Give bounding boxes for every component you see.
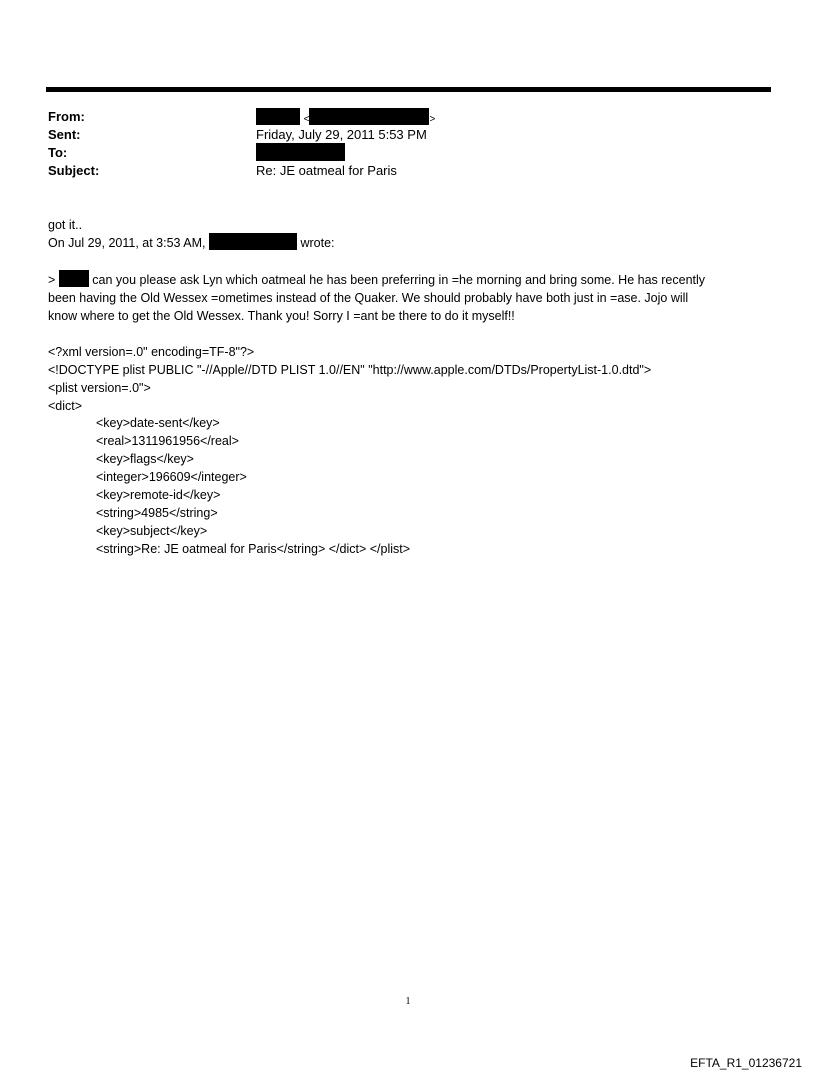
plist-line: <key>date-sent</key> xyxy=(96,416,220,430)
quote-intro-suffix: wrote: xyxy=(300,236,335,250)
sent-label: Sent: xyxy=(48,127,81,142)
quote-intro xyxy=(48,233,768,252)
quote-line: know where to get the Old Wessex. Thank you! Sorry I =ant be there to do it myself!! xyxy=(48,309,515,323)
from-label: From: xyxy=(48,109,85,124)
plist-line: <dict> xyxy=(48,399,83,413)
quoted-message xyxy=(48,270,760,325)
reply-text: got it.. xyxy=(48,218,83,232)
redaction-block xyxy=(256,143,345,161)
quote-intro-prefix: On Jul 29, 2011, at 3:53 AM, xyxy=(48,236,206,250)
subject-value: Re: JE oatmeal for Paris xyxy=(256,163,397,178)
plist-line: <plist version=.0"> xyxy=(48,381,151,395)
subject-label: Subject: xyxy=(48,163,100,178)
quote-line: been having the Old Wessex =ometimes instead of the Quaker. We should probably have both just in =ase. Jojo will xyxy=(48,291,689,305)
plist-line: <key>flags</key> xyxy=(96,452,194,466)
bates-number: EFTA_R1_01236721 xyxy=(690,1056,802,1070)
quote-line xyxy=(48,270,760,289)
plist-line: <real>1311961956</real> xyxy=(96,434,239,448)
plist-line: <key>remote-id</key> xyxy=(96,488,221,502)
plist-line: <!DOCTYPE plist PUBLIC "-//Apple//DTD PLIST 1.0//EN" "http://www.apple.com/DTDs/PropertyList-1.0.dtd"> xyxy=(48,363,652,377)
redaction-block xyxy=(209,233,297,250)
plist-line: <key>subject</key> xyxy=(96,524,208,538)
quote-line-text: can you please ask Lyn which oatmeal he has been preferring in =he morning and bring some. He has recently xyxy=(92,273,706,287)
redaction-block xyxy=(59,270,89,287)
from-close-bracket: > xyxy=(429,114,436,125)
sent-value: Friday, July 29, 2011 5:53 PM xyxy=(256,127,427,142)
from-value xyxy=(256,108,435,128)
quote-marker: > xyxy=(48,273,56,287)
to-value xyxy=(256,143,345,162)
redaction-block xyxy=(309,108,429,125)
redaction-block xyxy=(256,108,300,125)
from-open-bracket: < xyxy=(303,114,310,125)
plist-line: <integer>196609</integer> xyxy=(96,470,247,484)
plist-line: <string>4985</string> xyxy=(96,506,218,520)
plist-line: <?xml version=.0" encoding=TF-8"?> xyxy=(48,345,255,359)
plist-line: <string>Re: JE oatmeal for Paris</string> </dict> </plist> xyxy=(96,542,411,556)
header-rule xyxy=(46,87,771,92)
page-number: 1 xyxy=(405,996,411,1007)
to-label: To: xyxy=(48,145,68,160)
